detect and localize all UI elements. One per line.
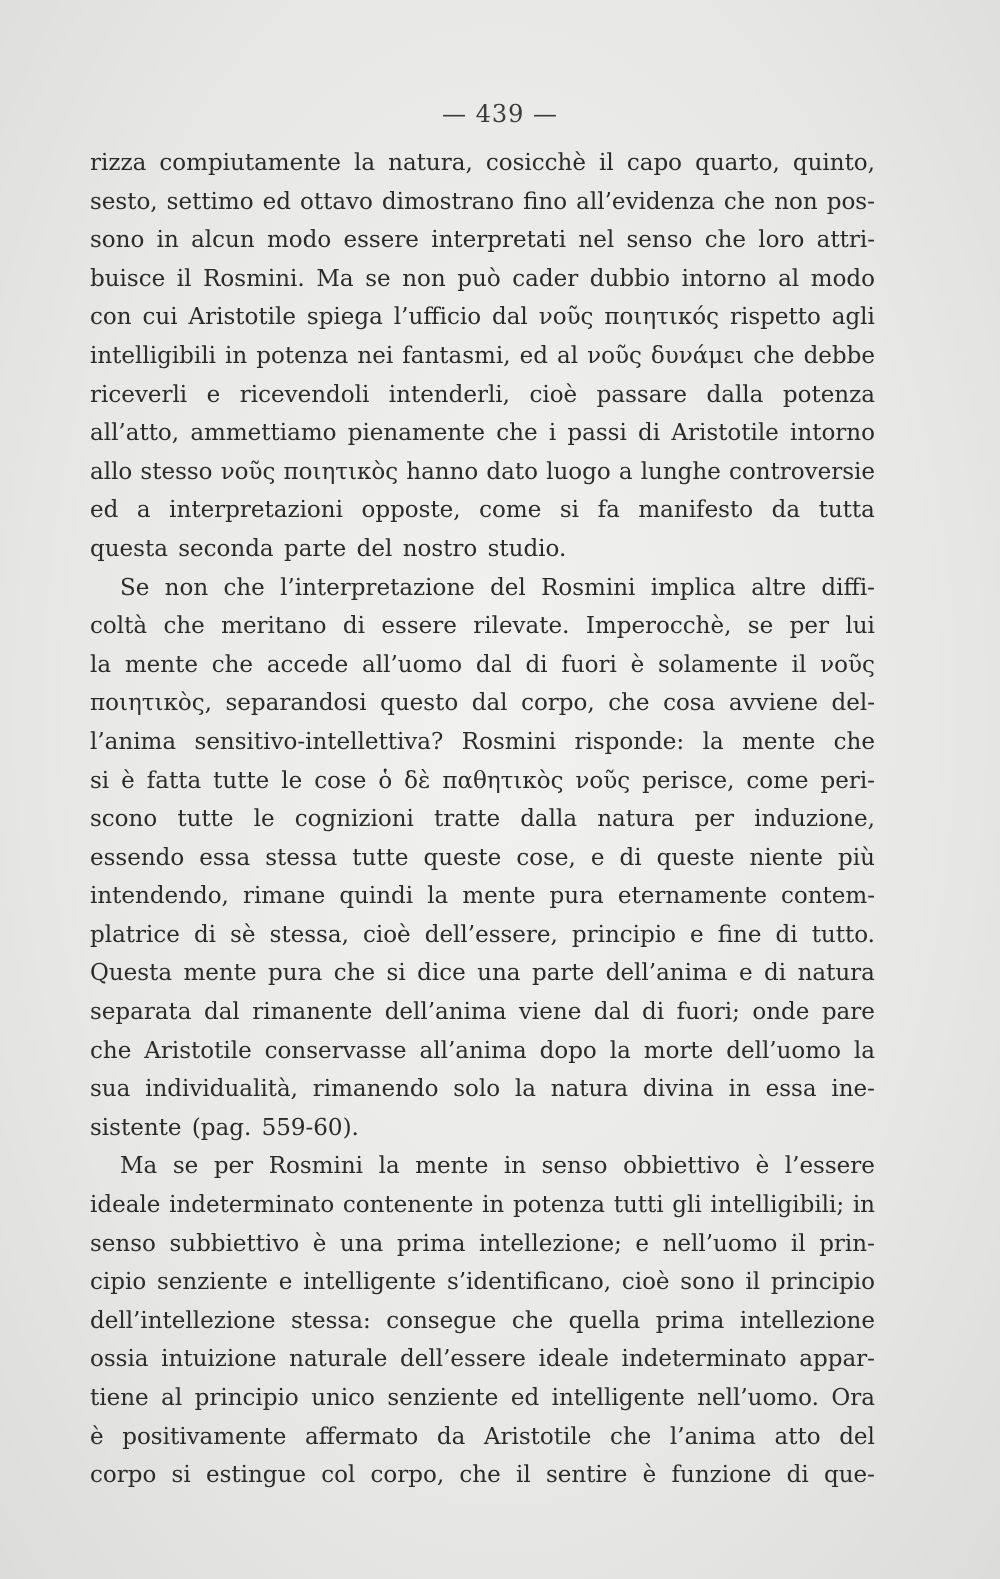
text-line: ideale indeterminato contenente in potenza tutti gli intelligibili; in	[90, 1192, 875, 1219]
text-line: dell’intellezione stessa: consegue che quella prima intellezione	[90, 1307, 875, 1334]
text-line: scono tutte le cognizioni tratte dalla natura per induzione,	[90, 806, 875, 833]
text-line: corpo si estingue col corpo, che il sentire è funzione di que-	[90, 1462, 875, 1489]
text-line: ed a interpretazioni opposte, come si fa manifesto da tutta	[90, 497, 875, 524]
text-line: separata dal rimanente dell’anima viene dal di fuori; onde pare	[90, 999, 875, 1026]
text-line: cipio senziente e intelligente s’identificano, cioè sono il principio	[90, 1269, 875, 1296]
text-line: rizza compiutamente la natura, cosicchè il capo quarto, quinto,	[90, 150, 875, 176]
text-line: Ma se per Rosmini la mente in senso obbiettivo è l’essere	[120, 1153, 875, 1180]
body-text	[90, 144, 875, 1495]
text-line: senso subbiettivo è una prima intellezione; e nell’uomo il prin-	[90, 1230, 875, 1257]
text-line: buisce il Rosmini. Ma se non può cader dubbio intorno al modo	[90, 265, 875, 292]
text-line: sistente (pag. 559-60).	[90, 1114, 359, 1141]
text-line: sua individualità, rimanendo solo la natura divina in essa ine-	[90, 1076, 875, 1103]
text-line: si è fatta tutte le cose ὁ δὲ παθητικὸς νοῦς perisce, come peri-	[90, 767, 875, 794]
text-line: essendo essa stessa tutte queste cose, e di queste niente più	[90, 844, 875, 871]
page-number: — 439 —	[441, 100, 559, 128]
text-line: tiene al principio unico senziente ed intelligente nell’uomo. Ora	[90, 1385, 875, 1411]
text-line: intendendo, rimane quindi la mente pura eternamente contem-	[90, 883, 875, 910]
text-line: ποιητικὸς, separandosi questo dal corpo, che cosa avviene del-	[90, 690, 875, 717]
text-line: che Aristotile conservasse all’anima dopo la morte dell’uomo la	[90, 1037, 875, 1064]
text-line: platrice di sè stessa, cioè dell’essere, principio e fine di tutto.	[90, 921, 875, 948]
text-line: sono in alcun modo essere interpretati nel senso che loro attri-	[90, 227, 875, 254]
text-line: sesto, settimo ed ottavo dimostrano fino all’evidenza che non pos-	[90, 188, 875, 215]
text-line: intelligibili in potenza nei fantasmi, ed al νοῦς δυνάμει che debbe	[90, 342, 875, 369]
text-line: è positivamente affermato da Aristotile che l’anima atto del	[90, 1423, 875, 1450]
text-line: ossia intuizione naturale dell’essere ideale indeterminato appar-	[90, 1346, 875, 1373]
text-line: Questa mente pura che si dice una parte dell’anima e di natura	[90, 960, 875, 987]
text-line: coltà che meritano di essere rilevate. Imperocchè, se per lui	[90, 613, 875, 640]
text-line: Se non che l’interpretazione del Rosmini implica altre diffi-	[120, 574, 875, 601]
text-line: questa seconda parte del nostro studio.	[90, 535, 567, 562]
text-line: riceverli e ricevendoli intenderli, cioè passare dalla potenza	[90, 381, 875, 408]
text-line: all’atto, ammettiamo pienamente che i passi di Aristotile intorno	[90, 420, 875, 447]
text-line: allo stesso νοῦς ποιητικὸς hanno dato luogo a lunghe controversie	[90, 458, 875, 485]
text-line: la mente che accede all’uomo dal di fuori è solamente il νοῦς	[90, 651, 875, 678]
text-line: con cui Aristotile spiega l’ufficio dal νοῦς ποιητικός rispetto agli	[90, 304, 875, 331]
text-line: l’anima sensitivo-intellettiva? Rosmini risponde: la mente che	[90, 728, 875, 755]
